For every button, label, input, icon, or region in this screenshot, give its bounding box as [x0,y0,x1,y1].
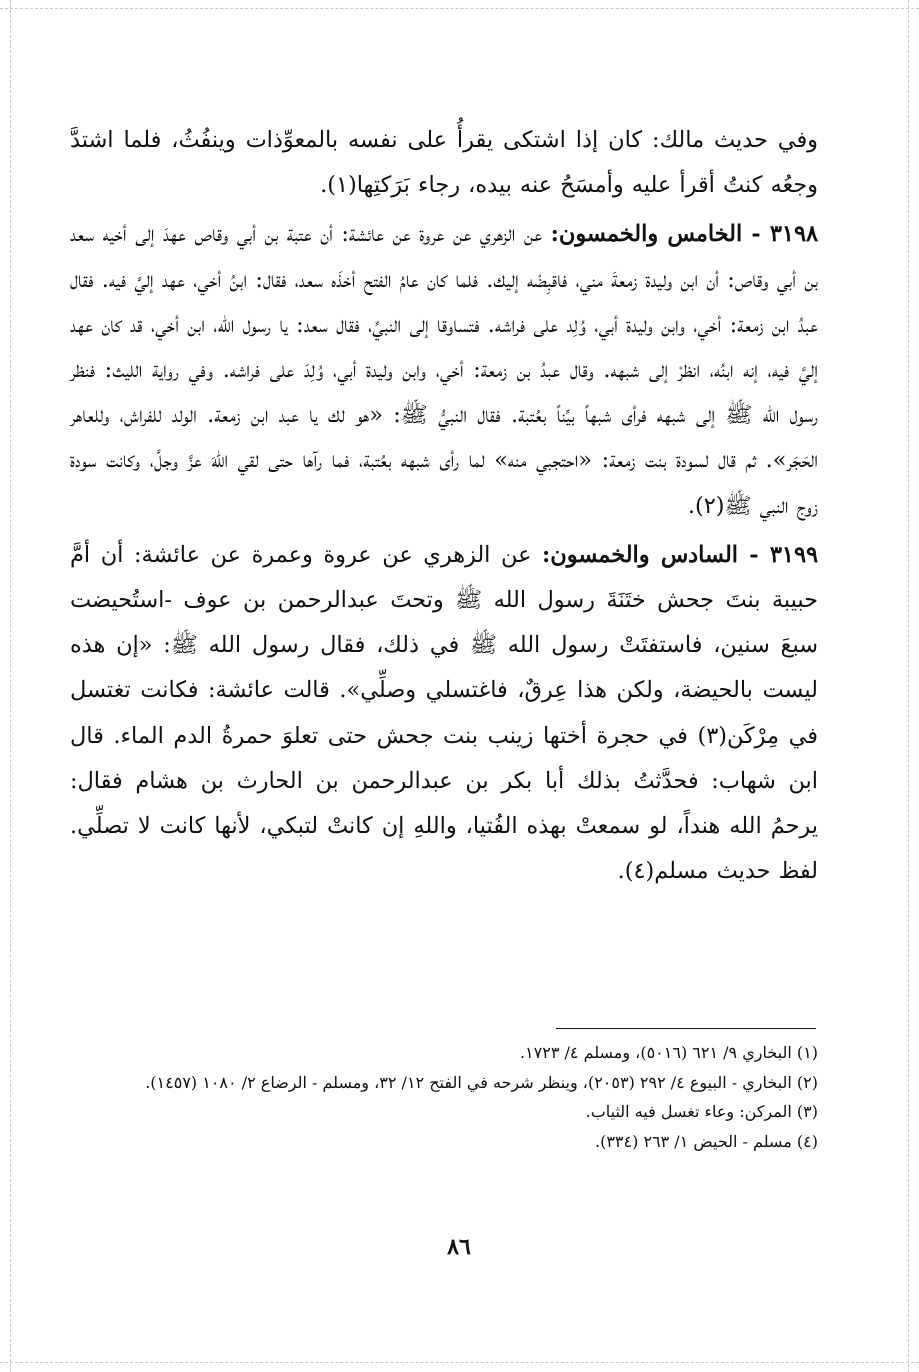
main-text [70,118,818,898]
guide-line [0,8,919,9]
footnote: (٢) البخاري - البيوع ٤/ ٢٩٢ (٢٠٥٣)، وينظر شرحه في الفتح ١٢/ ٣٢، ومسلم - الرضاع ٢/ ١٠٨٠ (١٤٥٧). [145,1072,818,1092]
footnote: (٤) مسلم - الحيض ١/ ٢٦٣ (٣٣٤). [595,1131,818,1151]
page-number: ٨٦ [447,1234,471,1260]
guide-line [908,0,909,1372]
footnote: (٣) المركن: وعاء تغسل فيه الثياب. [585,1102,818,1121]
paragraph [70,118,818,208]
hadith-number: ٣١٩٨ - الخامس والخمسون: [550,221,818,248]
paragraph-text: وفي حديث مالك: كان إذا اشتكى يقرأُ على نفسه بالمعوِّذات وينفُثُ، فلما اشتدَّ وجعُه كنتُ أقرأ عليه وأمسَحُ عنه بيده، رجاء بَرَكتِها(١). [70,127,818,199]
footnotes [72,1038,818,1156]
guide-line [0,1362,919,1363]
paragraph-text: عن الزهري عن عروة عن عائشة: أن عتبة بن أبي وقاص عهدَ إلى أخيه سعد بن أبي وقاص: أن ابن وليدة زمعةَ مني، فاقبِضْه إليك. فلما كان عامُ الفتح أخذَه سعد، فقال: ابنُ أخي، عهد إليَّ فيه. فقال عبدُ ابن زمعة: أخي، وابن وليدة أبي، وُلِد على فراشه. فتساوقا إلى النبيِّ، فقال سعد: يا رسول الله، ابن أخي، قد كان عهد إليَّ فيه، إنه ابنُه، انظرْ إلى شبهه. وقال عبدُ بن زمعة: أخي، وابن وليدة أبي، وُلِدَ على فراشه. وفي رواية الليث: فنظر رسول الله ﷺ إلى شبهه فرأى شبهاً بيِّناً بعُتبة. فقال النبيُّ ﷺ: «هو لك يا عبد ابن زمعة. الولد للفراش، وللعاهر الحَجَر». ثم قال لسودة بنت زمعة: «احتجبي منه» لما رأى شبهه بعُتبة، فما رآها حتى لقي اللهَ عزَّ وجلَّ، وكانت سودة زوج النبي ﷺ(٢). [70,221,818,519]
hadith-paragraph [70,533,818,895]
footnote-divider [556,1028,816,1029]
footnote: (١) البخاري ٩/ ٦٢١ (٥٠١٦)، ومسلم ٤/ ١٧٢٣. [519,1043,818,1062]
hadith-paragraph [70,212,818,528]
hadith-number: ٣١٩٩ - السادس والخمسون: [542,541,818,568]
guide-line [10,0,11,1372]
paragraph-text: عن الزهري عن عروة وعمرة عن عائشة: أن أمَّ حبيبة بنتَ جحش ختَنَةَ رسول الله ﷺ وتحتَ عبدالرحمن بن عوف -استُحيضت سبعَ سنين، فاستفتَتْ رسول الله ﷺ في ذلك، فقال رسول الله ﷺ: «إن هذه ليست بالحيضة، ولكن هذا عِرقٌ، فاغتسلي وصلِّي». قالت عائشة: فكانت تغتسل في مِرْكَن(٣) في حجرة أختها زينب بنت جحش حتى تعلوَ حمرةُ الدم الماء. قال ابن شهاب: فحدَّثتُ بذلك أبا بكر بن عبدالرحمن بن الحارث بن هشام فقال: يرحمُ الله هنداً، لو سمعتْ بهذه الفُتيا، واللهِ إن كانتْ لتبكي، لأنها كانت لا تصلِّي. لفظ حديث مسلم(٤). [70,541,818,885]
